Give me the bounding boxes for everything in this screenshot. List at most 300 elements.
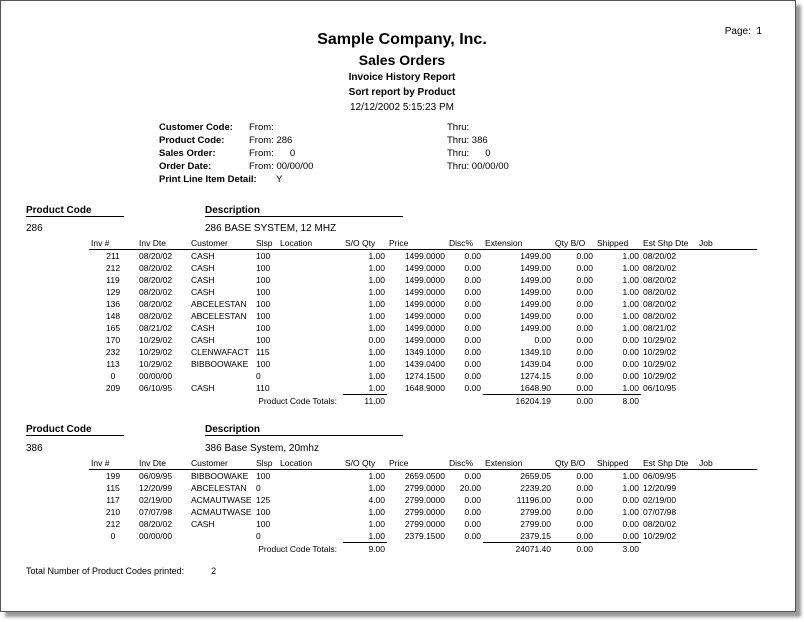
empty-cell [89,543,137,556]
product-code-thru: Thru: 386 [447,135,488,146]
cell-disc: 0.00 [464,287,481,297]
cell-location [278,286,343,298]
cell-slsp: 0 [256,531,261,542]
cell-price: 1499.0000 [404,335,445,345]
cell-price: 1439.0400 [404,359,445,369]
cell-inv-num: 170 [105,335,121,345]
cell-inv-date: 08/20/02 [139,519,173,529]
column-header-customer: Customer [189,457,254,470]
table-row [89,358,757,370]
cell-disc: 0.00 [464,359,481,369]
cell-inv-date: 08/20/02 [139,263,173,273]
cell-inv-num: 211 [106,251,120,261]
cell-price: 2799.0000 [404,507,445,517]
cell-location [278,494,343,506]
cell-inv-num: 210 [105,507,121,517]
column-header-job: Job [697,237,757,250]
cell-so-qty: 1.00 [368,383,385,393]
cell-inv-date: 06/10/95 [139,383,173,394]
totals-row [89,395,757,408]
cell-job [697,298,757,310]
column-header-job: Job [697,457,757,470]
empty-cell [89,395,137,408]
cell-extension: 1274.15 [520,371,551,381]
empty-cell [697,543,757,556]
cell-location [278,382,343,395]
cell-inv-num: 113 [106,359,120,369]
cell-price: 1499.0000 [404,323,445,333]
report-datetime: 12/12/2002 5:15:23 PM [350,102,454,113]
cell-location [278,358,343,370]
total-qty-bo: 0.00 [553,543,595,556]
table-row [89,334,757,346]
table-row [89,298,757,310]
cell-location [278,334,343,346]
cell-so-qty: 1.00 [368,531,385,541]
cell-slsp: 100 [256,263,271,273]
cell-price: 1499.0000 [404,275,445,285]
cell-inv-date: 00/00/00 [139,531,173,542]
cell-est-ship-date: 08/20/02 [643,275,677,285]
cell-slsp: 100 [256,299,271,309]
cell-location [278,250,343,263]
report-title: Sales Orders [358,52,446,68]
cell-price: 1499.0000 [404,263,445,273]
empty-cell [387,543,447,556]
cell-job [697,346,757,358]
cell-est-ship-date: 06/10/95 [643,383,677,394]
cell-location [278,530,343,543]
cell-location [278,470,343,483]
cell-shipped: 1.00 [622,275,639,285]
total-so-qty: 9.00 [343,543,387,556]
cell-location [278,506,343,518]
cell-est-ship-date: 10/29/02 [643,531,677,542]
cell-inv-date: 06/09/95 [139,471,173,481]
cell-slsp: 100 [256,471,271,481]
group-product-code: 386 [26,443,43,454]
product-code-header: Product Code [26,424,124,436]
cell-qty-bo: 0.00 [576,275,593,285]
cell-slsp: 100 [256,311,271,321]
cell-price: 1499.0000 [404,287,445,297]
cell-so-qty: 1.00 [368,371,385,381]
column-header-price: Price [387,457,447,470]
cell-shipped: 1.00 [622,483,639,493]
cell-customer: CASH [191,383,215,394]
cell-inv-date: 12/20/99 [139,483,173,493]
cell-disc: 0.00 [464,507,481,517]
cell-qty-bo: 0.00 [576,531,593,541]
column-header-extension: Extension [483,237,553,250]
cell-shipped: 1.00 [622,471,639,481]
cell-qty-bo: 0.00 [576,495,593,505]
table-row [89,370,757,382]
cell-disc: 0.00 [464,311,481,321]
empty-cell [137,543,189,556]
empty-cell [387,395,447,408]
cell-job [697,470,757,483]
cell-location [278,310,343,322]
print-line-label: Print Line Item Detail: [159,174,257,185]
cell-slsp: 110 [256,383,270,394]
cell-so-qty: 1.00 [368,483,385,493]
column-header-inv-date: Inv Dte [137,457,189,470]
product-code-label: Product Code: [159,135,225,146]
cell-inv-num: 212 [105,263,121,273]
column-header-disc: Disc% [447,237,483,250]
cell-est-ship-date: 10/29/02 [643,347,677,357]
cell-job [697,322,757,334]
cell-customer: CASH [191,519,215,529]
cell-inv-num: 199 [105,471,121,481]
cell-so-qty: 1.00 [368,323,385,333]
cell-qty-bo: 0.00 [576,471,593,481]
cell-job [697,286,757,298]
cell-price: 2659.0500 [404,471,445,481]
cell-shipped: 1.00 [622,299,639,309]
empty-cell [697,395,757,408]
cell-customer [189,530,254,543]
cell-shipped: 1.00 [622,263,639,273]
cell-disc: 0.00 [464,383,481,394]
cell-price: 1648.9000 [404,383,445,394]
cell-inv-date: 08/20/02 [139,287,173,297]
cell-est-ship-date: 12/20/99 [643,483,677,493]
cell-extension: 1349.10 [520,347,551,357]
description-header: Description [205,205,403,217]
criteria-thru-values [447,121,509,173]
cell-customer: CASH [191,335,215,345]
total-extension: 24071.40 [483,543,553,556]
cell-price: 1349.1000 [404,347,445,357]
cell-extension: 1499.00 [520,251,551,261]
cell-price: 2799.0000 [404,519,445,529]
cell-qty-bo: 0.00 [576,519,593,529]
cell-job [697,310,757,322]
grand-total [26,566,216,576]
cell-qty-bo: 0.00 [576,263,593,273]
cell-so-qty: 4.00 [368,495,385,505]
cell-qty-bo: 0.00 [576,311,593,321]
cell-job [697,274,757,286]
cell-so-qty: 1.00 [368,287,385,297]
table-row [89,518,757,530]
cell-location [278,262,343,274]
detail-table [89,457,757,555]
cell-inv-num: 209 [105,383,121,394]
cell-est-ship-date: 08/20/02 [643,251,677,261]
page-label: Page: [724,26,751,37]
cell-price: 2799.0000 [404,483,445,493]
table-row [89,286,757,298]
cell-disc: 0.00 [464,371,481,381]
order-date-label: Order Date: [159,161,212,172]
cell-location [278,298,343,310]
cell-extension: 2659.05 [520,471,551,481]
cell-est-ship-date: 08/20/02 [643,311,677,321]
cell-inv-date: 08/20/02 [139,251,173,261]
cell-disc: 0.00 [464,263,481,273]
column-header-est-ship-date: Est Shp Dte [641,237,697,250]
cell-location [278,346,343,358]
cell-slsp: 125 [256,495,271,505]
cell-job [697,262,757,274]
column-header-row [89,237,757,250]
cell-inv-num: 115 [106,483,120,493]
totals-row [89,543,757,556]
cell-slsp: 100 [256,335,271,345]
cell-shipped: 1.00 [622,323,639,333]
cell-job [697,382,757,395]
cell-slsp: 115 [256,347,270,357]
cell-inv-date: 10/29/02 [139,335,173,345]
cell-est-ship-date: 08/20/02 [643,287,677,297]
table-row [89,274,757,286]
cell-extension: 0.00 [534,335,551,345]
cell-inv-date: 10/29/02 [139,359,173,369]
total-shipped: 8.00 [595,395,641,408]
cell-est-ship-date: 10/29/02 [643,359,677,369]
column-header-slsp: Slsp [254,237,278,250]
cell-inv-num: 212 [105,519,121,529]
table-row [89,506,757,518]
column-header-price: Price [387,237,447,250]
cell-est-ship-date: 02/19/00 [643,495,677,505]
cell-qty-bo: 0.00 [576,347,593,357]
column-header-so-qty: S/O Qty [343,237,387,250]
cell-inv-num: 165 [105,323,121,333]
cell-so-qty: 1.00 [368,359,385,369]
cell-customer: BIBBOOWAKE [191,471,249,481]
report-sort: Sort report by Product [348,87,456,98]
cell-price: 2799.0000 [404,495,445,505]
cell-qty-bo: 0.00 [576,383,593,393]
product-code-header: Product Code [26,205,124,217]
column-header-shipped: Shipped [595,237,641,250]
column-header-inv-num: Inv # [89,457,137,470]
table-row [89,382,757,395]
cell-est-ship-date: 10/29/02 [643,371,677,381]
cell-customer [189,370,254,382]
table-row [89,470,757,483]
cell-customer: CASH [191,275,215,285]
cell-inv-num: 129 [105,287,121,297]
cell-extension: 2239.20 [520,483,551,493]
total-qty-bo: 0.00 [553,395,595,408]
cell-extension: 2799.00 [520,519,551,529]
cell-inv-date: 08/21/02 [139,323,173,333]
customer-code-thru: Thru: [447,122,470,133]
cell-customer: ACMAUTWASE [191,495,252,505]
table-row [89,494,757,506]
column-header-location: Location [278,237,343,250]
cell-est-ship-date: 08/20/02 [643,519,677,529]
cell-inv-date: 07/07/98 [139,507,173,517]
description-header: Description [205,424,403,436]
cell-disc: 0.00 [464,323,481,333]
cell-price: 1499.0000 [404,299,445,309]
cell-est-ship-date: 08/21/02 [643,323,677,333]
cell-location [278,322,343,334]
empty-cell [137,395,189,408]
cell-so-qty: 1.00 [368,507,385,517]
cell-est-ship-date: 08/20/02 [643,263,677,273]
cell-est-ship-date: 06/09/95 [643,471,677,481]
sales-order-label: Sales Order: [159,148,216,159]
cell-job [697,370,757,382]
cell-so-qty: 1.00 [368,519,385,529]
cell-customer: CASH [191,263,215,273]
cell-qty-bo: 0.00 [576,251,593,261]
table-row [89,346,757,358]
cell-job [697,334,757,346]
cell-disc: 20.00 [459,483,481,493]
cell-so-qty: 1.00 [368,347,385,357]
column-header-row [89,457,757,470]
cell-shipped: 0.00 [622,531,639,541]
table-row [89,530,757,543]
cell-inv-date: 08/20/02 [139,311,173,321]
cell-shipped: 0.00 [622,371,639,381]
cell-customer: ABCELESTAN [191,483,247,493]
cell-customer: BIBBOOWAKE [191,359,249,369]
empty-cell [447,543,483,556]
cell-location [278,482,343,494]
cell-so-qty: 1.00 [368,311,385,321]
cell-inv-num: 119 [106,275,120,285]
table-row [89,482,757,494]
group-product-code: 286 [26,223,43,234]
cell-so-qty: 1.00 [368,263,385,273]
cell-inv-date: 10/29/02 [139,347,173,357]
criteria-labels [159,121,257,186]
total-extension: 16204.19 [483,395,553,408]
sales-order-thru: Thru: 0 [447,148,491,159]
empty-cell [641,395,697,408]
table-row [89,310,757,322]
cell-qty-bo: 0.00 [576,335,593,345]
cell-shipped: 0.00 [622,495,639,505]
cell-job [697,250,757,263]
order-date-from: From: 00/00/00 [249,161,314,172]
column-header-est-ship-date: Est Shp Dte [641,457,697,470]
cell-inv-num: 117 [106,495,120,505]
cell-qty-bo: 0.00 [576,507,593,517]
cell-inv-num: 148 [105,311,121,321]
cell-slsp: 100 [256,507,271,517]
cell-extension: 11196.00 [516,495,551,505]
cell-qty-bo: 0.00 [576,299,593,309]
cell-shipped: 1.00 [622,287,639,297]
grand-total-label: Total Number of Product Codes printed: [26,566,185,576]
cell-est-ship-date: 10/29/02 [643,335,677,345]
cell-inv-num: 0 [110,531,116,542]
column-header-customer: Customer [189,237,254,250]
empty-cell [641,543,697,556]
cell-est-ship-date: 08/20/02 [643,299,677,309]
cell-inv-num: 0 [110,371,116,381]
cell-disc: 0.00 [464,531,481,542]
column-header-disc: Disc% [447,457,483,470]
cell-est-ship-date: 07/07/98 [643,507,677,517]
cell-shipped: 0.00 [622,359,639,369]
cell-location [278,274,343,286]
cell-extension: 1439.04 [520,359,551,369]
cell-job [697,518,757,530]
cell-slsp: 100 [256,519,271,529]
cell-so-qty: 1.00 [368,251,385,261]
criteria-from-values [249,121,313,173]
order-date-thru: Thru: 00/00/00 [447,161,509,172]
totals-label: Product Code Totals: [258,543,337,554]
cell-inv-num: 136 [105,299,121,309]
report-subtitle: Invoice History Report [348,72,456,83]
cell-job [697,506,757,518]
cell-job [697,358,757,370]
cell-extension: 1499.00 [520,323,551,333]
cell-inv-num: 232 [105,347,121,357]
cell-qty-bo: 0.00 [576,483,593,493]
cell-shipped: 1.00 [622,311,639,321]
column-header-qty-bo: Qty B/O [553,237,595,250]
cell-disc: 0.00 [464,495,481,505]
cell-inv-date: 00/00/00 [139,371,173,381]
cell-so-qty: 0.00 [368,335,385,345]
cell-price: 1499.0000 [404,311,445,321]
product-code-from: From: 286 [249,135,293,146]
cell-inv-date: 08/20/02 [139,299,173,309]
sales-order-from: From: 0 [249,148,296,159]
cell-so-qty: 1.00 [368,275,385,285]
cell-extension: 1499.00 [520,287,551,297]
cell-shipped: 0.00 [622,335,639,345]
total-so-qty: 11.00 [343,395,387,408]
table-row [89,262,757,274]
group-description: 386 Base System, 20mhz [205,443,319,454]
cell-so-qty: 1.00 [368,471,385,481]
company-name: Sample Company, Inc. [317,31,487,48]
cell-job [697,482,757,494]
column-header-so-qty: S/O Qty [343,457,387,470]
cell-extension: 1499.00 [520,275,551,285]
column-header-extension: Extension [483,457,553,470]
totals-label: Product Code Totals: [258,395,337,406]
column-header-location: Location [278,457,343,470]
customer-code-label: Customer Code: [159,122,233,133]
customer-code-from: From: [249,122,274,133]
column-header-inv-num: Inv # [89,237,137,250]
cell-shipped: 1.00 [622,251,639,261]
grand-total-value: 2 [211,566,217,576]
column-header-slsp: Slsp [254,457,278,470]
page-number: 1 [756,26,762,37]
cell-qty-bo: 0.00 [576,287,593,297]
cell-disc: 0.00 [464,471,481,481]
cell-slsp: 100 [256,323,271,333]
group-description: 286 BASE SYSTEM, 12 MHZ [205,223,337,234]
cell-job [697,494,757,506]
cell-slsp: 100 [256,287,271,297]
cell-slsp: 0 [256,371,261,381]
cell-slsp: 100 [256,251,271,261]
cell-slsp: 0 [256,483,261,493]
cell-slsp: 100 [256,359,271,369]
cell-inv-date: 08/20/02 [139,275,173,285]
column-header-inv-date: Inv Dte [137,237,189,250]
cell-shipped: 0.00 [622,519,639,529]
cell-job [697,530,757,543]
